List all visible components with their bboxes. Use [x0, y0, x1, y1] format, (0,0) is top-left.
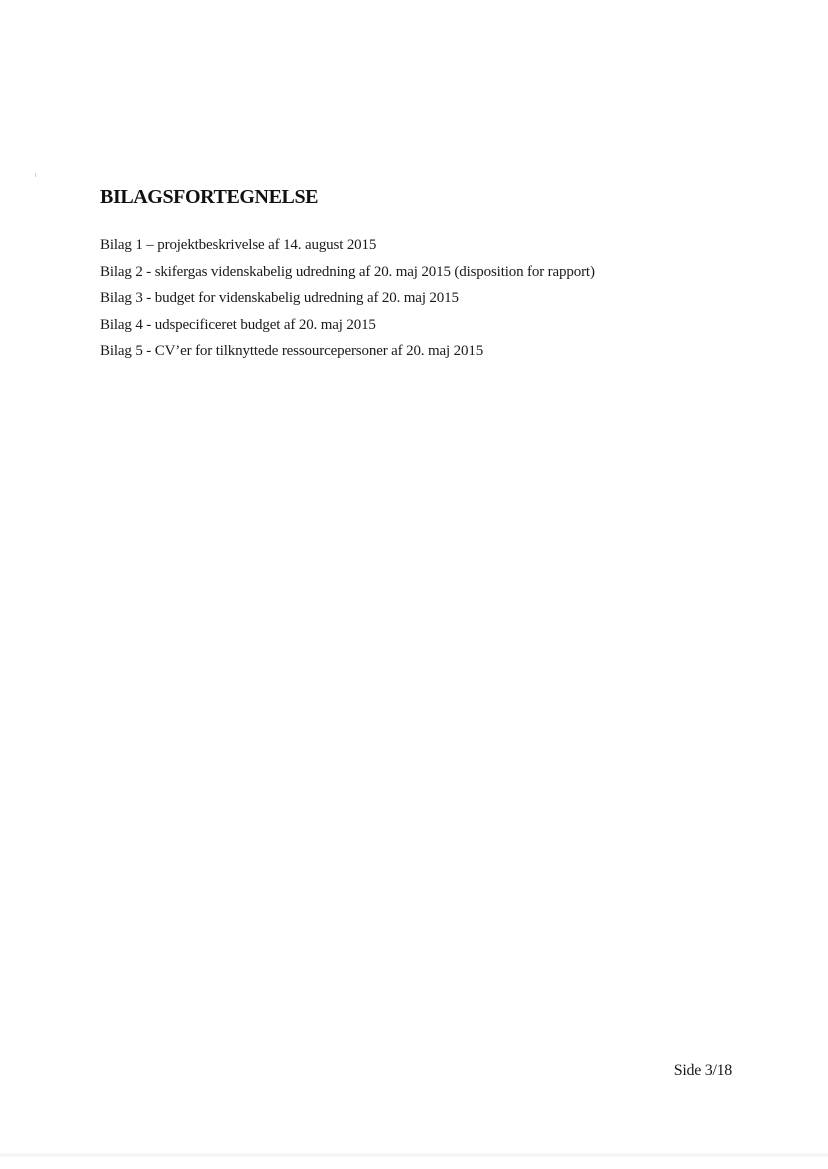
page-title: BILAGSFORTEGNELSE [100, 186, 319, 208]
page-number: Side 3/18 [673, 1062, 732, 1079]
scan-artifact [35, 173, 36, 177]
attachment-item: Bilag 1 – projektbeskrivelse af 14. august 2015 [100, 237, 377, 253]
attachment-item: Bilag 5 - CV’er for tilknyttede ressourcepersoner af 20. maj 2015 [100, 343, 484, 359]
attachment-item: Bilag 4 - udspecificeret budget af 20. maj 2015 [100, 316, 376, 333]
attachment-item: Bilag 3 - budget for videnskabelig udredning af 20. maj 2015 [100, 290, 459, 306]
attachment-list [100, 232, 595, 365]
scan-edge [0, 1152, 828, 1158]
attachment-item: Bilag 2 - skifergas videnskabelig udredning af 20. maj 2015 (disposition for rapport) [100, 263, 595, 280]
